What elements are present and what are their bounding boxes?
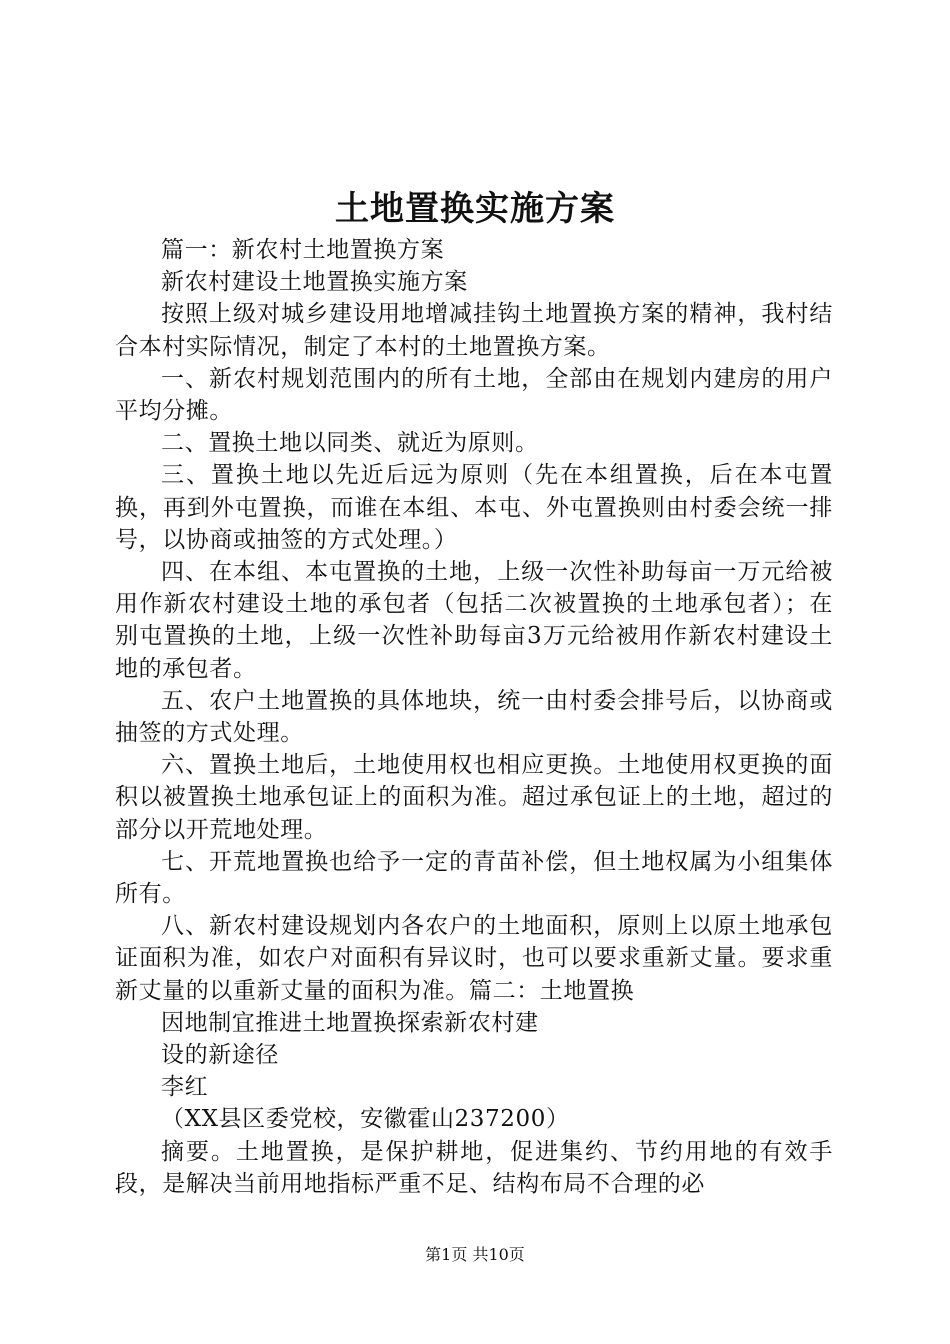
paragraph: 设的新途径 bbox=[161, 1042, 279, 1069]
page-number-footer: 第1页 共10页 bbox=[425, 1245, 525, 1264]
paragraph: 摘要。土地置换，是保护耕地，促进集约、节约用地的有效手段，是解决当前用地指标严重不足、结构布局不合理的必 bbox=[115, 1138, 833, 1197]
paragraph: 二、置换土地以同类、就近为原则。 bbox=[161, 430, 539, 457]
paragraph: （XX县区委党校，安徽霍山237200） bbox=[161, 1106, 570, 1133]
paragraph: 三、置换土地以先近后远为原则（先在本组置换，后在本屯置换，再到外屯置换，而谁在本组、本屯、外屯置换则由村委会统一排号，以协商或抽签的方式处理。） bbox=[115, 462, 833, 553]
paragraph: 按照上级对城乡建设用地增减挂钩土地置换方案的精神，我村结合本村实际情况，制定了本村的土地置换方案。 bbox=[115, 301, 833, 360]
paragraph: 五、农户土地置换的具体地块，统一由村委会排号后，以协商或抽签的方式处理。 bbox=[115, 687, 833, 747]
paragraph: 八、新农村建设规划内各农户的土地面积，原则上以原土地承包证面积为准，如农户对面积有异议时，也可以要求重新丈量。要求重新丈量的以重新丈量的面积为准。篇二：土地置换 bbox=[115, 913, 833, 1004]
paragraph: 四、在本组、本屯置换的土地，上级一次性补助每亩一万元给被用作新农村建设土地的承包者（包括二次被置换的土地承包者）；在别屯置换的土地，上级一次性补助每亩3万元给被用作新农村建设土地的承包者。 bbox=[115, 559, 833, 682]
paragraph: 新农村建设土地置换实施方案 bbox=[161, 269, 468, 296]
paragraph: 篇一：新农村土地置换方案 bbox=[161, 237, 445, 263]
document-title: 土地置换实施方案 bbox=[335, 189, 615, 229]
paragraph: 因地制宜推进土地置换探索新农村建 bbox=[161, 1009, 539, 1036]
paragraph: 七、开荒地置换也给予一定的青苗补偿，但土地权属为小组集体所有。 bbox=[115, 848, 833, 908]
paragraph: 六、置换土地后，土地使用权也相应更换。土地使用权更换的面积以被置换土地承包证上的面积为准。超过承包证上的土地，超过的部分以开荒地处理。 bbox=[115, 752, 833, 843]
document-body bbox=[115, 234, 833, 1200]
paragraph: 李红 bbox=[161, 1074, 209, 1101]
paragraph: 一、新农村规划范围内的所有土地，全部由在规划内建房的用户平均分摊。 bbox=[115, 365, 833, 425]
